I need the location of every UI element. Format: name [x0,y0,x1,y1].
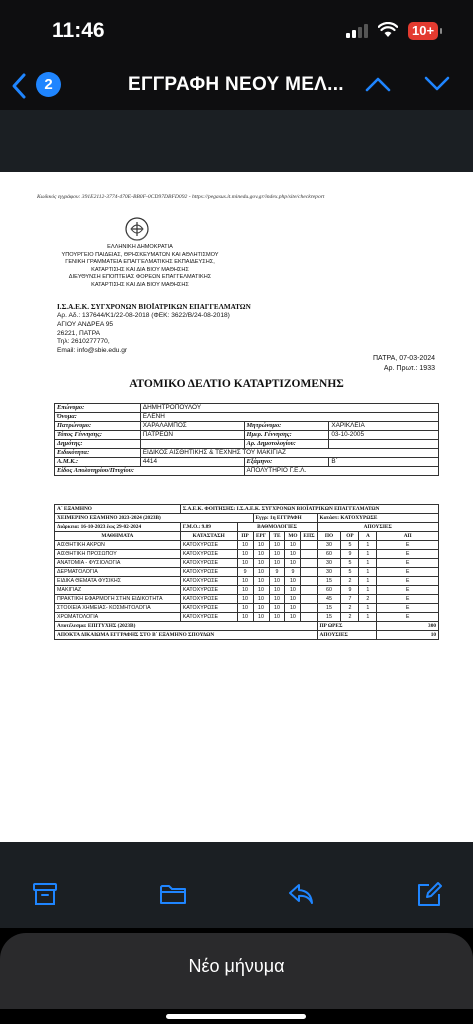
grade-cell: 10 [253,550,269,559]
grade-cell [301,559,317,568]
amk-value: 4414 [140,458,244,467]
grade-cell: 10 [237,604,253,613]
grade-cell: 5 [341,568,359,577]
grade-cell: 60 [317,586,341,595]
table-row [55,523,439,532]
info-label: Τόπος Γέννησης: [55,431,141,440]
table-row [55,550,439,559]
column-header: ΤΕ [269,532,285,541]
grade-cell: 10 [269,541,285,550]
semester-value: Β΄ [329,458,439,467]
duration-cell: Διάρκεια: 16-10-2023 έως 29-02-2024 [55,523,181,532]
table-row [55,467,439,476]
grade-cell: 30 [317,541,341,550]
table-row [55,622,439,631]
protocol-number: Αρ. Πρωτ.: 1933 [383,365,435,372]
grade-cell: Ε [377,568,439,577]
document-date: ΠΑΤΡΑ, 07-03-2024 [373,355,435,362]
table-row [55,604,439,613]
course-status-cell: ΚΑΤΟΧΥΡΩΣΕ [180,595,237,604]
table-row [55,613,439,622]
eligibility-cell: ΑΠΟΚΤΑ ΔΙΚΑΙΩΜΑ ΕΓΓΡΑΦΗΣ ΣΤΟ Β΄ ΕΞΑΜΗΝΟ ΣΠΟΥΔΩΝ [55,631,318,640]
info-label: Πατρώνυμο: [55,422,141,431]
folder-icon[interactable] [159,880,187,908]
grade-cell: 1 [359,577,377,586]
grade-cell: 30 [317,568,341,577]
grade-cell: 10 [253,613,269,622]
table-row [55,449,439,458]
grade-cell: 10 [269,559,285,568]
column-header: ΕΡΓ [253,532,269,541]
result-cell: Αποτέλεσμα: ΕΠΙΤΥΧΗΣ (2023Β) [55,622,318,631]
course-status-cell: ΚΑΤΟΧΥΡΩΣΕ [180,613,237,622]
semester-cell: Α΄ ΕΞΑΜΗΝΟ [55,505,181,514]
column-header: ΠΡ [237,532,253,541]
info-label: Εξάμηνο: [244,458,329,467]
grade-cell: 30 [317,559,341,568]
attachment-top-background [0,110,473,172]
grade-cell: 15 [317,577,341,586]
info-label: Όνομα: [55,413,141,422]
grade-cell: 10 [253,541,269,550]
table-row [55,568,439,577]
grade-cell: 10 [237,559,253,568]
new-message-label[interactable]: Νέο μήνυμα [188,956,285,976]
table-row [55,577,439,586]
birthplace-value: ΠΑΤΡΕΩΝ [140,431,244,440]
ministry-line: ΓΕΝΙΚΗ ΓΡΑΜΜΑΤΕΙΑ ΕΠΑΓΓΕΛΜΑΤΙΚΗΣ ΕΚΠΑΙΔΕΥΣΗΣ, [65,259,215,266]
grade-cell: 10 [269,595,285,604]
ministry-line: ΕΛΛΗΝΙΚΗ ΔΗΜΟΚΡΑΤΙΑ [107,244,173,250]
grade-cell: 9 [341,586,359,595]
grade-rows [55,541,439,622]
message-subject-title: ΕΓΓΡΑΦΗ ΝΕΟΥ ΜΕΛ... [128,74,344,95]
grade-cell: 1 [359,559,377,568]
course-name-cell: ΣΤΟΙΧΕΙΑ ΧΗΜΕΙΑΣ- ΚΟΣΜΗΤΟΛΟΓΙΑ [55,604,181,613]
grade-cell: 15 [317,604,341,613]
grade-cell: 10 [285,550,301,559]
info-label: Επώνυμο: [55,404,141,413]
new-message-area [0,928,473,1024]
registry-value [329,440,439,449]
absences-label: ΑΠΟΥΣΙΕΣ [317,631,377,640]
grade-cell: Ε [377,550,439,559]
course-name-cell: ΕΙΔΙΚΑ ΘΕΜΑΤΑ ΦΥΣΙΚΗΣ [55,577,181,586]
column-header: Α [359,532,377,541]
column-header: ΑΠ [377,532,439,541]
table-row [55,458,439,467]
grade-cell: 1 [359,550,377,559]
address-line: Αρ. Αδ.: 137644/Κ1/22-08-2018 (ΦΕΚ: 3622/Β/24-08-2018) [57,312,230,319]
grade-cell: 10 [253,595,269,604]
info-label: Είδος Απολυτηρίου/Πτυχίου: [55,467,245,476]
grade-cell: 9 [341,550,359,559]
table-header-row [55,532,439,541]
table-row [55,541,439,550]
student-info-table [54,403,439,476]
grade-cell: 10 [269,550,285,559]
table-row [55,422,439,431]
grade-cell: 10 [237,550,253,559]
surname-value: ΔΗΜΗΤΡΟΠΟΥΛΟΥ [140,404,438,413]
grade-cell: Ε [377,541,439,550]
table-row [55,505,439,514]
municipality-value [140,440,244,449]
column-header: ΜΟ [285,532,301,541]
grade-cell [301,613,317,622]
grade-cell: 10 [269,613,285,622]
grade-cell: 10 [285,613,301,622]
grade-cell [301,541,317,550]
grade-cell [301,577,317,586]
grade-cell: 5 [341,541,359,550]
grade-cell: 10 [269,586,285,595]
enrollment-cell: Εγγρ: 1η ΕΓΓΡΑΦΗ [253,514,317,523]
attachment-document-page[interactable] [0,172,473,842]
name-value: ΕΛΕΝΗ [140,413,438,422]
home-indicator[interactable] [166,1014,306,1019]
grade-cell: 2 [341,604,359,613]
gpa-cell: Γ.Μ.Ο.: 9.89 [180,523,237,532]
grade-cell: 7 [341,595,359,604]
ministry-line: ΔΙΕΥΘΥΝΣΗ ΕΠΟΠΤΕΙΑΣ ΦΟΡΕΩΝ ΕΠΑΓΓΕΛΜΑΤΙΚΗΣ [68,274,212,281]
greek-republic-emblem-icon [124,216,150,242]
info-label: Αρ. Δημοτολογίου: [244,440,329,449]
grade-cell: 10 [285,559,301,568]
school-name: Ι.Σ.Α.Ε.Κ. ΣΥΓΧΡΟΝΩΝ ΒΙΟΪΑΤΡΙΚΩΝ ΕΠΑΓΓΕΛΜΑΤΩΝ [57,303,251,311]
grade-cell: 10 [253,604,269,613]
info-label: Ειδικότητα: [55,449,141,458]
grade-cell: 45 [317,595,341,604]
grade-cell: 10 [285,586,301,595]
status-bar [0,0,473,62]
absences-value: 10 [377,631,439,640]
table-row [55,440,439,449]
grade-cell: Ε [377,604,439,613]
grade-cell: 10 [253,568,269,577]
table-row [55,595,439,604]
document-verification-code: Κωδικός εγγράφου: 391E2112-3774-470E-BB0F-0CD97DBFD092 - https://pegasus.it.minedu.gov.gr/index.php/site/checkreport [37,194,325,200]
hours-label: ΠΡ ΩΡΕΣ [317,622,377,631]
school-address [57,312,230,356]
father-name-value: ΧΑΡΑΛΑΜΠΟΣ [140,422,244,431]
grade-cell: 1 [359,586,377,595]
grade-cell [301,568,317,577]
grade-cell: 1 [359,613,377,622]
mail-nav-bar [0,62,473,110]
grade-cell: 1 [359,604,377,613]
course-name-cell: ΠΡΑΚΤΙΚΗ ΕΦΑΡΜΟΓΗ ΣΤΗΝ ΕΙΔΙΚΟΤΗΤΑ [55,595,181,604]
document-title: ΑΤΟΜΙΚΟ ΔΕΛΤΙΟ ΚΑΤΑΡΤΙΖΟΜΕΝΗΣ [129,378,344,390]
address-line: Τηλ: 2610277770, [57,338,110,346]
absences-group-header: ΑΠΟΥΣΙΕΣ [317,523,438,532]
table-row [55,631,439,640]
grade-cell [301,604,317,613]
info-label: Δημότης: [55,440,141,449]
grade-cell: 10 [253,577,269,586]
mother-name-value: ΧΑΡΙΚΛΕΙΑ [329,422,439,431]
grade-cell: 10 [237,541,253,550]
address-line: ΑΓΙΟΥ ΑΝΔΡΕΑ 95 [57,320,114,328]
diploma-value: ΑΠΟΛΥΤΗΡΙΟ Γ.Ε.Λ. [244,467,439,476]
grade-cell: Ε [377,577,439,586]
school-cell: Σ.Α.Ε.Κ. ΦΟΙΤΗΣΗΣ: Ι.Σ.Α.Ε.Κ. ΣΥΓΧΡΟΝΩΝ ΒΙΟΪΑΤΡΙΚΩΝ ΕΠΑΓΓΕΛΜΑΤΩΝ [180,505,438,514]
course-status-cell: ΚΑΤΟΧΥΡΩΣΕ [180,550,237,559]
grade-cell: 10 [253,559,269,568]
grade-cell [301,586,317,595]
info-label: Α.Μ.Κ.: [55,458,141,467]
course-status-cell: ΚΑΤΟΧΥΡΩΣΕ [180,586,237,595]
grade-cell: 2 [341,613,359,622]
grade-cell [301,595,317,604]
grade-cell: 10 [285,604,301,613]
ministry-line: ΥΠΟΥΡΓΕΙΟ ΠΑΙΔΕΙΑΣ, ΘΡΗΣΚΕΥΜΑΤΩΝ ΚΑΙ ΑΘΛΗΤΙΣΜΟΥ [61,251,219,258]
table-row [55,586,439,595]
grade-cell: Ε [377,595,439,604]
grade-cell: Ε [377,613,439,622]
address-line: 26221, ΠΑΤΡΑ [57,329,101,337]
grade-cell: 10 [237,577,253,586]
next-message-chevron-down-icon[interactable] [423,74,451,94]
grades-group-header: ΒΑΘΜΟΛΟΓΙΕΣ [237,523,317,532]
grade-cell: 10 [237,586,253,595]
grade-cell: 2 [359,595,377,604]
course-name-cell: ΔΕΡΜΑΤΟΛΟΓΙΑ [55,568,181,577]
grade-cell: Ε [377,559,439,568]
grade-cell: Ε [377,586,439,595]
table-row [55,514,439,523]
attachment-bottom-background [0,842,473,860]
grade-cell: 10 [285,595,301,604]
table-row [55,559,439,568]
course-status-cell: ΚΑΤΟΧΥΡΩΣΕ [180,577,237,586]
column-header: ΜΑΘΗΜΑΤΑ [55,532,181,541]
info-label: Ημερ. Γέννησης: [244,431,329,440]
previous-message-chevron-up-icon[interactable] [364,74,392,94]
course-name-cell: ΧΡΩΜΑΤΟΛΟΓΙΑ [55,613,181,622]
document-date-box [373,354,435,374]
ministry-line: ΚΑΤΑΡΤΙΣΗΣ ΚΑΙ ΔΙΑ ΒΙΟΥ ΜΑΘΗΣΗΣ [91,281,189,288]
compose-icon[interactable] [415,880,443,908]
hours-value: 300 [377,622,439,631]
grade-cell: 9 [269,568,285,577]
grade-cell: 2 [341,577,359,586]
specialty-value: ΕΙΔΙΚΟΣ ΑΙΣΘΗΤΙΚΗΣ & ΤΕΧΝΗΣ ΤΟΥ ΜΑΚΙΓΙΑΖ [140,449,438,458]
mail-action-toolbar [0,860,473,928]
wifi-icon [378,22,398,38]
status-cell: Κατάστ: ΚΑΤΟΧΥΡΩΣΕ [317,514,438,523]
grades-table [54,504,439,640]
birthdate-value: 03-10-2005 [329,431,439,440]
grade-cell: 15 [317,613,341,622]
ministry-header [40,244,240,290]
course-status-cell: ΚΑΤΟΧΥΡΩΣΕ [180,541,237,550]
grade-cell: 5 [341,559,359,568]
battery-icon: 10+ [408,22,438,40]
grade-cell [301,550,317,559]
unread-count-badge[interactable]: 2 [36,72,61,97]
column-header: ΠΟ [317,532,341,541]
table-row [55,404,439,413]
info-label: Μητρώνυμο: [244,422,329,431]
table-row [55,431,439,440]
grade-cell: 9 [285,568,301,577]
course-status-cell: ΚΑΤΟΧΥΡΩΣΕ [180,568,237,577]
status-time: 11:46 [52,19,105,42]
grade-cell: 60 [317,550,341,559]
reply-icon[interactable] [287,880,315,908]
course-name-cell: ΜΑΚΙΓΙΑΖ [55,586,181,595]
cellular-signal-icon [346,24,368,38]
grade-cell: 9 [237,568,253,577]
course-name-cell: ΑΙΣΘΗΤΙΚΗ ΠΡΟΣΩΠΟΥ [55,550,181,559]
grade-cell: 10 [285,541,301,550]
course-name-cell: ΑΝΑΤΟΜΙΑ - ΦΥΣΙΟΛΟΓΙΑ [55,559,181,568]
grade-cell: 10 [269,577,285,586]
grade-cell: 10 [237,595,253,604]
back-chevron-icon[interactable] [10,72,28,100]
ministry-line: ΚΑΤΑΡΤΙΣΗΣ ΚΑΙ ΔΙΑ ΒΙΟΥ ΜΑΘΗΣΗΣ [91,266,189,273]
course-status-cell: ΚΑΤΟΧΥΡΩΣΕ [180,559,237,568]
course-name-cell: ΑΙΣΘΗΤΙΚΗ ΑΚΡΩΝ [55,541,181,550]
grade-cell: 10 [269,604,285,613]
column-header: ΕΠΣ [301,532,317,541]
grade-cell: 10 [253,586,269,595]
grade-cell: 1 [359,568,377,577]
address-line: Email: info@sbie.edu.gr [57,347,128,355]
grade-cell: 1 [359,541,377,550]
table-row [55,413,439,422]
grade-cell: 10 [237,613,253,622]
column-header: ΚΑΤΑΣΤΑΣΗ [180,532,237,541]
column-header: ΟΡ [341,532,359,541]
course-status-cell: ΚΑΤΟΧΥΡΩΣΕ [180,604,237,613]
archive-icon[interactable] [31,880,59,908]
period-cell: ΧΕΙΜΕΡΙΝΟ ΕΞΑΜΗΝΟ 2023-2024 (2023Β) [55,514,254,523]
grade-cell: 10 [285,577,301,586]
